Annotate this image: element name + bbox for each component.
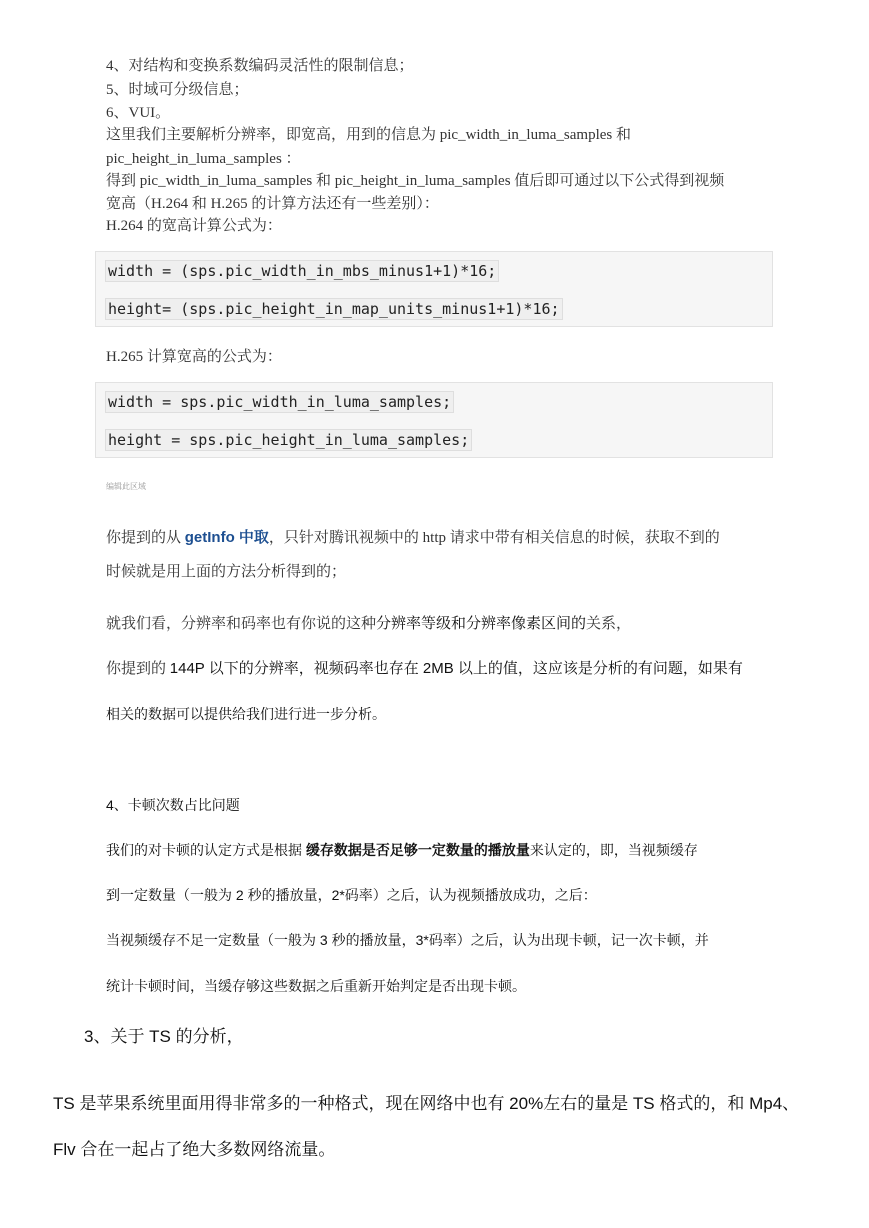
paragraph-resolution-line1: 这里我们主要解析分辨率，即宽高，用到的信息为 pic_width_in_luma_samples 和 — [106, 127, 631, 143]
stall-line1-bold: 缓存数据是否足够一定数量的播放量 — [305, 842, 530, 858]
paragraph-formula-line1: 得到 pic_width_in_luma_samples 和 pic_height_in_luma_samples 值后即可通过以下公式得到视频 — [106, 173, 725, 189]
reply-line1-prefix: 你提到的从 — [106, 530, 185, 546]
stall-section-heading: 4、卡顿次数占比问题 — [106, 797, 240, 813]
reply-line3-suffix: 关系， — [586, 616, 632, 632]
code-line-h264-height: height= (sps.pic_height_in_map_units_minus1+1)*16; — [105, 298, 563, 320]
ts-line1: TS 是苹果系统里面用得非常多的一种格式，现在网络中也有 20%左右的量是 TS 格式的，和 Mp4、 — [53, 1094, 800, 1113]
reply-line1-suffix: ，只针对腾讯视频中的 http 请求中带有相关信息的时候，获取不到的 — [268, 530, 720, 546]
ts-section-heading: 3、关于 TS 的分析， — [84, 1027, 244, 1046]
stall-line3: 当视频缓存不足一定数量（一般为 3 秒的播放量，3*码率）之后，认为出现卡顿，记一次卡顿，并 — [106, 932, 709, 948]
edit-region-hint[interactable]: 编辑此区域 — [106, 482, 146, 491]
reply-line5: 相关的数据可以提供给我们进行进一步分析。 — [106, 706, 386, 722]
stall-line1-prefix: 我们的对卡顿的认定方式是根据 — [106, 842, 306, 858]
list-item-restriction-info: 4、对结构和变换系数编码灵活性的限制信息； — [106, 58, 414, 74]
h264-code-block — [95, 251, 773, 327]
code-line-h265-height: height = sps.pic_height_in_luma_samples; — [105, 429, 472, 451]
getinfo-link[interactable]: getInfo 中取 — [184, 529, 269, 546]
h265-code-block — [95, 382, 773, 458]
reply-line2: 时候就是用上面的方法分析得到的； — [106, 564, 347, 580]
reply-line4 — [106, 657, 743, 678]
paragraph-resolution-line2: pic_height_in_luma_samples ： — [106, 151, 301, 167]
h265-formula-label: H.265 计算宽高的公式为： — [106, 349, 282, 365]
reply-line1 — [106, 526, 720, 547]
stall-line1-suffix: 来认定的，即，当视频缓存 — [529, 842, 698, 858]
stall-line1 — [106, 840, 698, 860]
paragraph-formula-line2: 宽高（H.264 和 H.265 的计算方法还有一些差别）： — [106, 196, 439, 212]
code-line-h264-width: width = (sps.pic_width_in_mbs_minus1+1)*16; — [105, 260, 499, 282]
ts-line2: Flv 合在一起占了绝大多数网络流量。 — [53, 1140, 336, 1159]
stall-line2: 到一定数量（一般为 2 秒的播放量，2*码率）之后，认为视频播放成功，之后： — [106, 887, 597, 903]
reply-line3 — [106, 612, 631, 633]
h264-formula-label: H.264 的宽高计算公式为： — [106, 218, 282, 234]
reply-line4-suffix: 144P 以下的分辨率，视频码率也存在 2MB 以上的值，这应该是分析的有问题，如果有 — [169, 660, 743, 677]
code-line-h265-width: width = sps.pic_width_in_luma_samples; — [105, 391, 454, 413]
list-item-temporal-scalability: 5、时域可分级信息； — [106, 82, 249, 98]
reply-line3-highlight: 分辨率等级和分辨率像素区间的 — [376, 615, 587, 632]
list-item-vui: 6、VUI。 — [106, 105, 171, 121]
stall-line4: 统计卡顿时间，当缓存够这些数据之后重新开始判定是否出现卡顿。 — [106, 978, 526, 994]
reply-line4-prefix: 你提到的 — [106, 661, 170, 677]
reply-line3-prefix: 就我们看，分辨率和码率也有你说的这种 — [106, 616, 377, 632]
